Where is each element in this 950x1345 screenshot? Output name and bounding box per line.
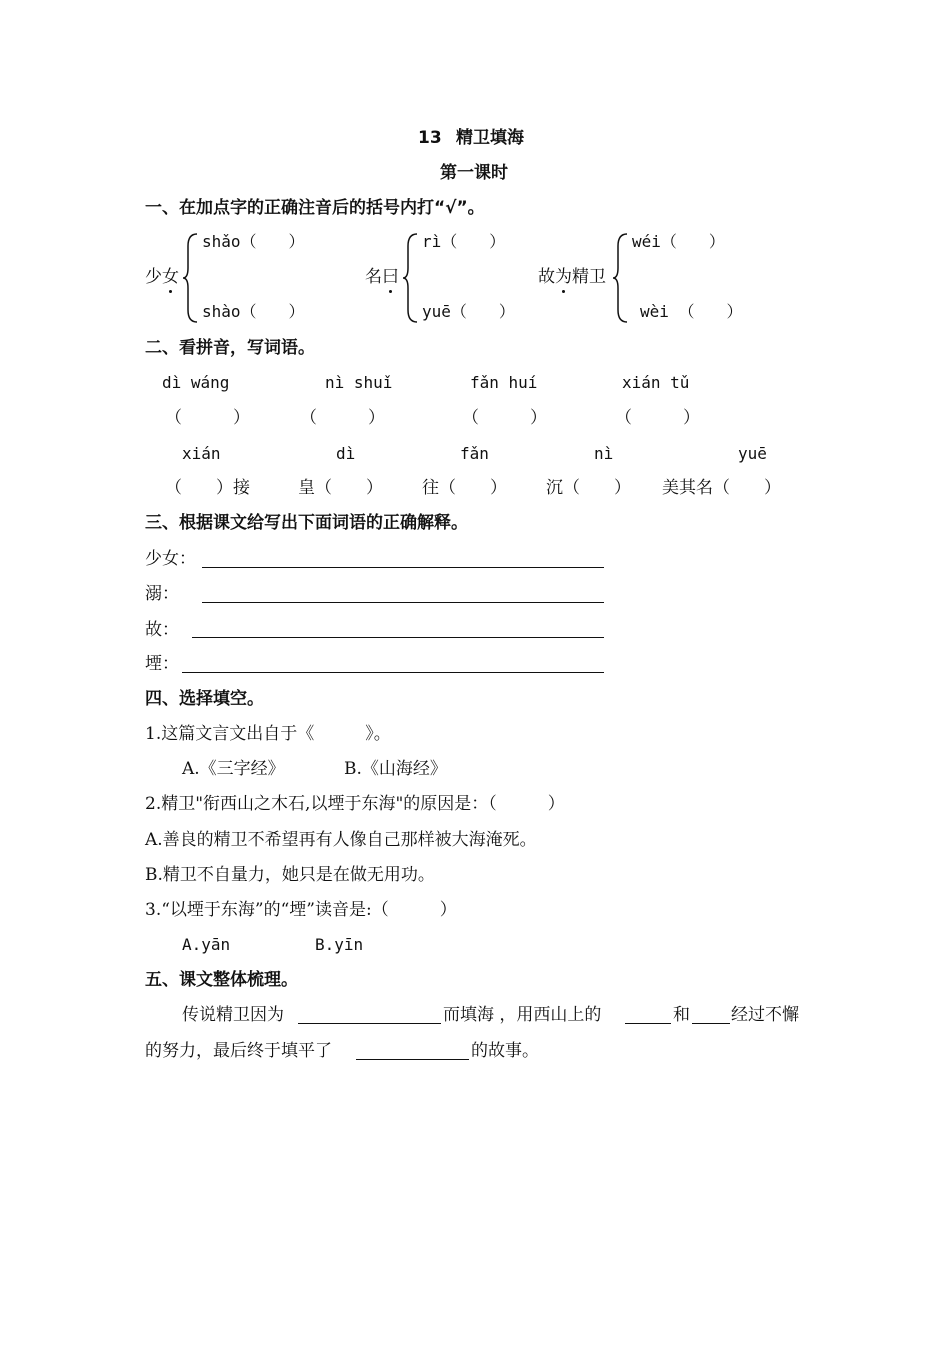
lesson-number: 13: [418, 128, 442, 148]
s2-item-1[interactable]: （ ）接: [165, 478, 250, 498]
s4-q3-option-b[interactable]: B.yīn: [315, 935, 364, 954]
s5-text-5: 的努力，最后终于填平了: [145, 1041, 332, 1061]
s2-item-3[interactable]: 往（ ）: [422, 478, 507, 498]
section-1-heading: 一、在加点字的正确注音后的括号内打“√”。: [145, 198, 485, 218]
s1-option-2-top[interactable]: rì（ ）: [422, 232, 506, 251]
section-4-heading: 四、选择填空。: [145, 689, 264, 709]
s3-label-3: 故：: [145, 620, 179, 640]
s5-text-4: 经过不懈: [731, 1005, 799, 1025]
s3-answer-line-2[interactable]: [202, 602, 604, 603]
s2-pinyin-2: nì shuǐ: [325, 373, 393, 392]
s4-q2-option-a[interactable]: A.善良的精卫不希望再有人像自己那样被大海淹死。: [145, 830, 537, 850]
s4-q1-option-b[interactable]: B.《山海经》: [344, 759, 447, 779]
s1-word-3-dotted: 为: [555, 267, 572, 287]
s5-text-3: 和: [673, 1005, 690, 1025]
page-title: 精卫填海: [456, 128, 524, 148]
s2-answer-2[interactable]: （ ）: [300, 408, 385, 428]
s3-label-4: 堙：: [145, 654, 179, 674]
s1-option-2-bottom[interactable]: yuē（ ）: [422, 302, 515, 321]
s2-item-2[interactable]: 皇（ ）: [298, 478, 383, 498]
s4-q2-option-b[interactable]: B.精卫不自量力，她只是在做无用功。: [145, 865, 435, 885]
s1-option-1-bottom[interactable]: shào（ ）: [202, 302, 305, 321]
s5-text-6: 的故事。: [471, 1041, 539, 1061]
s5-blank-4[interactable]: [356, 1059, 469, 1060]
s1-word-2-pre: 名: [365, 267, 382, 287]
section-2-heading: 二、看拼音，写词语。: [145, 338, 315, 358]
s2-pinyin-1: dì wáng: [162, 373, 230, 392]
s2-pinyin-7: fǎn: [460, 444, 489, 463]
s3-answer-line-3[interactable]: [192, 637, 604, 638]
s1-option-1-top[interactable]: shǎo（ ）: [202, 232, 305, 251]
s1-word-1-dotted: 女: [162, 267, 179, 287]
s3-answer-line-4[interactable]: [182, 672, 604, 673]
s1-word-1-pre: 少: [145, 267, 162, 287]
s1-word-1: [145, 267, 179, 287]
page-subtitle: 第一课时: [440, 163, 508, 183]
brace-icon: [404, 232, 420, 324]
s2-item-5[interactable]: 美其名（ ）: [662, 478, 781, 498]
s1-word-3-post: 精卫: [572, 267, 606, 287]
s4-q1-option-a[interactable]: A.《三字经》: [182, 759, 285, 779]
s2-answer-3[interactable]: （ ）: [462, 408, 547, 428]
s5-blank-1[interactable]: [298, 1023, 441, 1024]
s1-word-2: [365, 267, 399, 287]
s2-pinyin-3: fǎn huí: [470, 373, 538, 392]
s5-blank-3[interactable]: [692, 1023, 730, 1024]
section-5-heading: 五、课文整体梳理。: [145, 970, 298, 990]
s1-option-3-bottom[interactable]: wèi （ ）: [640, 302, 743, 321]
brace-icon: [184, 232, 200, 324]
brace-icon: [614, 232, 630, 324]
s2-pinyin-6: dì: [336, 444, 356, 463]
s1-word-3-pre: 故: [538, 267, 555, 287]
s4-question-2: 2.精卫"衔西山之木石,以堙于东海"的原因是：（ ）: [145, 794, 565, 814]
s4-question-3: 3.“以堙于东海”的“堙”读音是:（ ）: [145, 900, 457, 920]
s2-pinyin-5: xián: [182, 444, 221, 463]
s4-q3-option-a[interactable]: A.yān: [182, 935, 231, 954]
s5-text-2: 而填海 ，用西山上的: [443, 1005, 602, 1025]
s2-item-4[interactable]: 沉（ ）: [546, 478, 631, 498]
s1-option-3-top[interactable]: wéi（ ）: [632, 232, 725, 251]
s2-pinyin-9: yuē: [738, 444, 767, 463]
s1-word-3: [538, 267, 606, 287]
s3-label-1: 少女：: [145, 549, 196, 569]
s3-answer-line-1[interactable]: [202, 567, 604, 568]
s1-word-2-dotted: 曰: [382, 267, 399, 287]
s2-answer-1[interactable]: （ ）: [165, 408, 250, 428]
s5-text-1: 传说精卫因为: [182, 1005, 284, 1025]
s2-pinyin-8: nì: [594, 444, 614, 463]
s3-label-2: 溺：: [145, 584, 179, 604]
s4-question-1: 1.这篇文言文出自于《 》。: [145, 724, 391, 744]
s5-blank-2[interactable]: [625, 1023, 671, 1024]
section-3-heading: 三、根据课文给写出下面词语的正确解释。: [145, 513, 468, 533]
s2-pinyin-4: xián tǔ: [622, 373, 690, 392]
s2-answer-4[interactable]: （ ）: [615, 408, 700, 428]
